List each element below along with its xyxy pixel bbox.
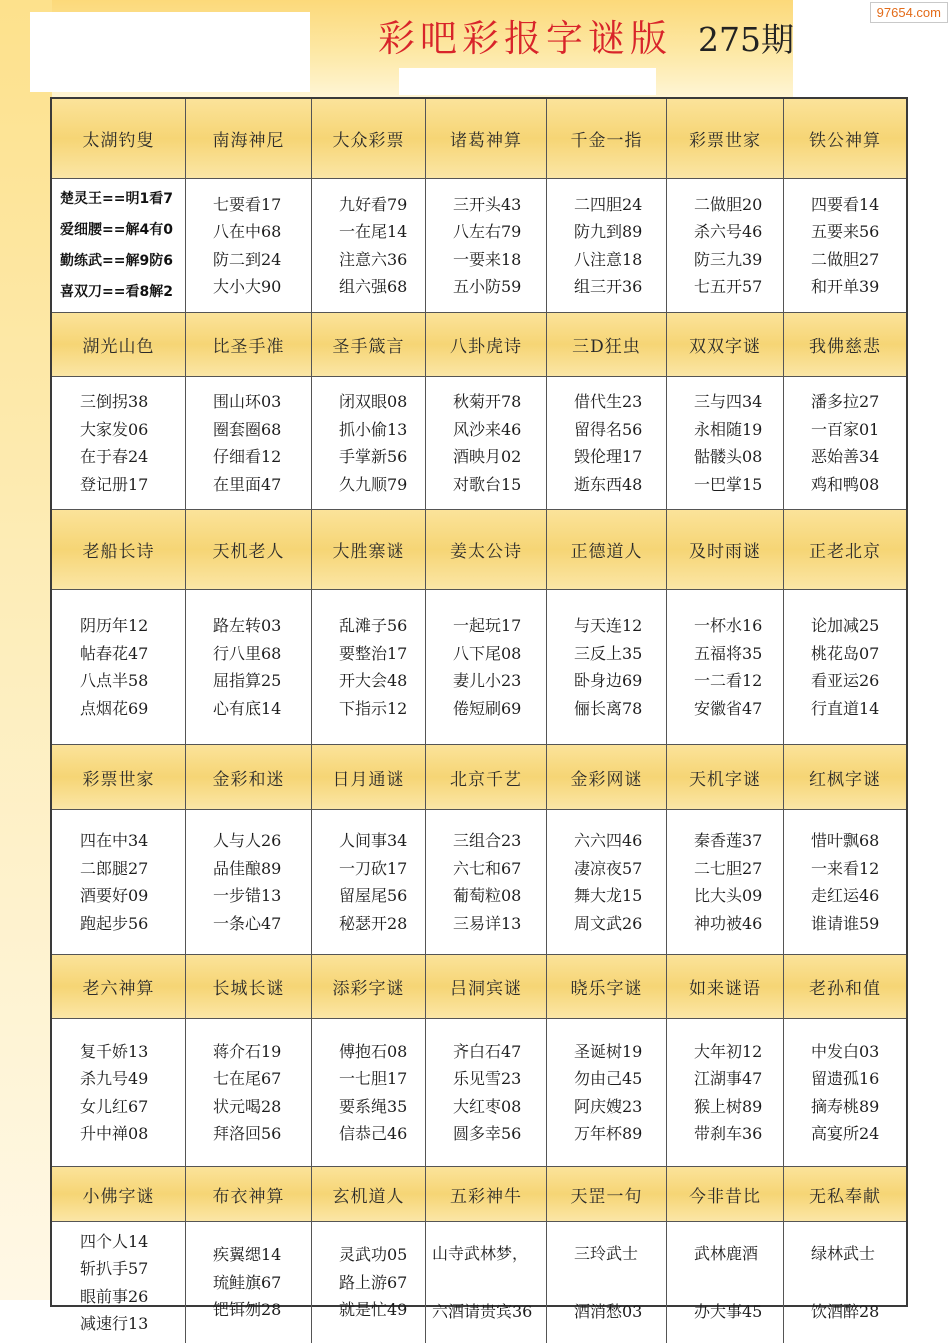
column-header: 湖光山色 (52, 313, 186, 377)
column-header: 正老北京 (784, 510, 906, 590)
riddle-line: 周文武26 (574, 913, 643, 933)
riddle-cell (186, 1222, 312, 1343)
riddle-line: 三玲武士 (574, 1244, 639, 1263)
column-header: 双双字谜 (667, 313, 784, 377)
riddle-cell (52, 1222, 186, 1343)
riddle-line: 八点半58 (80, 671, 149, 690)
riddle-cell (312, 377, 426, 510)
riddle-line: 圈套圈68 (213, 419, 282, 439)
riddle-line: 办大事45 (694, 1301, 763, 1321)
riddle-line: 惜叶飘68 (811, 831, 880, 850)
riddle-line: 杀六号46 (694, 222, 763, 241)
riddle-line: 要整治17 (339, 643, 408, 663)
riddle-line: 三开头43 (453, 194, 522, 214)
riddle-line: 对歌台15 (453, 474, 522, 494)
riddle-line: 留遗孤16 (811, 1069, 880, 1088)
column-header: 北京千艺 (426, 745, 547, 810)
riddle-line: 万年杯89 (574, 1124, 643, 1143)
riddle-line: 一二看12 (694, 671, 763, 690)
riddle-line: 大红枣08 (453, 1096, 522, 1116)
blank-white-box-left (30, 12, 310, 92)
riddle-line: 永相随19 (694, 419, 763, 439)
riddle-cell (784, 810, 906, 955)
riddle-cell (426, 1222, 547, 1343)
column-header: 天机字谜 (667, 745, 784, 810)
riddle-line: 在里面47 (213, 474, 282, 494)
column-header: 诸葛神算 (426, 99, 547, 179)
column-header: 正德道人 (547, 510, 667, 590)
column-header: 吕洞宾谜 (426, 955, 547, 1019)
column-header: 大众彩票 (312, 99, 426, 179)
riddle-line: 杀九号49 (80, 1069, 149, 1088)
column-header: 天罡一句 (547, 1167, 667, 1222)
column-header: 彩票世家 (667, 99, 784, 179)
column-header: 晓乐字谜 (547, 955, 667, 1019)
column-header: 今非昔比 (667, 1167, 784, 1222)
riddle-line: 乐见雪23 (453, 1069, 522, 1088)
riddle-line: 桃花岛07 (811, 643, 880, 663)
riddle-line: 三易详13 (453, 913, 522, 933)
riddle-line: 六酒请贵宾36 (432, 1301, 533, 1321)
riddle-line: 秋菊开78 (453, 392, 522, 411)
blank-white-box-mid (399, 68, 656, 95)
riddle-line: 酒消愁03 (574, 1301, 643, 1321)
site-watermark: 97654.com (870, 2, 948, 23)
riddle-line: 倦短刷69 (453, 698, 522, 718)
riddle-line: 久九顺79 (339, 474, 408, 494)
riddle-line: 乱滩子56 (339, 616, 408, 635)
riddle-line: 八左右79 (453, 222, 522, 241)
riddle-line: 毁伦理17 (574, 447, 643, 466)
riddle-line: 妻儿小23 (453, 671, 522, 690)
column-header: 老船长诗 (52, 510, 186, 590)
riddle-line: 在于春24 (80, 447, 149, 466)
riddle-line: 安徽省47 (694, 698, 763, 718)
column-header: 八卦虎诗 (426, 313, 547, 377)
riddle-line: 一步错13 (213, 886, 282, 905)
column-header: 三D狂虫 (547, 313, 667, 377)
riddle-line: 走红运46 (811, 886, 880, 905)
riddle-line: 手掌新56 (339, 447, 408, 466)
riddle-line: 中发白03 (811, 1041, 880, 1061)
riddle-line: 四个人14 (80, 1231, 149, 1251)
riddle-line: 三与四34 (694, 392, 763, 411)
riddle-line: 复千娇13 (80, 1041, 149, 1061)
riddle-cell (52, 179, 186, 313)
riddle-line: 阿庆嫂23 (574, 1096, 643, 1116)
column-header: 长城长谜 (186, 955, 312, 1019)
riddle-line: 绿林武士 (811, 1244, 876, 1263)
riddle-line: 一来看12 (811, 858, 880, 878)
column-header: 比圣手准 (186, 313, 312, 377)
riddle-line: 和开单39 (811, 277, 880, 296)
riddle-line: 摘寿桃89 (811, 1096, 880, 1116)
riddle-line: 一要来18 (453, 249, 522, 269)
riddle-line: 论加减25 (811, 616, 880, 635)
column-header: 南海神尼 (186, 99, 312, 179)
riddle-cell (667, 1222, 784, 1343)
riddle-line: 琉鲑旗67 (213, 1272, 282, 1292)
riddle-cell (547, 179, 667, 313)
column-header: 圣手箴言 (312, 313, 426, 377)
riddle-line: 大小大90 (213, 277, 282, 296)
riddle-line: 二做胆20 (694, 194, 763, 214)
riddle-cell (312, 1019, 426, 1167)
column-header: 小佛字谜 (52, 1167, 186, 1222)
riddle-cell (667, 179, 784, 313)
column-header: 布衣神算 (186, 1167, 312, 1222)
riddle-line: 组三开36 (574, 277, 643, 296)
riddle-line: 圣诞树19 (574, 1041, 643, 1061)
riddle-line: 五要来56 (811, 222, 880, 241)
riddle-cell (547, 1019, 667, 1167)
riddle-line: 酒映月02 (453, 447, 522, 466)
riddle-line: 信恭己46 (339, 1124, 408, 1143)
column-header: 红枫字谜 (784, 745, 906, 810)
left-border-gradient (0, 0, 52, 1300)
riddle-cell (667, 377, 784, 510)
column-header: 彩票世家 (52, 745, 186, 810)
riddle-line: 六六四46 (574, 831, 643, 850)
riddle-line: 一刀砍17 (339, 858, 408, 878)
riddle-line: 凄凉夜57 (574, 858, 643, 878)
riddle-line: 二七胆27 (694, 858, 763, 878)
riddle-line: 一巴掌15 (694, 474, 763, 494)
riddle-line: 行八里68 (213, 643, 282, 663)
riddle-line: 围山环03 (213, 392, 282, 411)
riddle-line: 八下尾08 (453, 643, 522, 663)
riddle-line: 酒要好09 (80, 886, 149, 905)
riddle-cell (312, 179, 426, 313)
riddle-line: 防九到89 (574, 222, 643, 241)
riddle-cell (784, 179, 906, 313)
riddle-line: 要系绳35 (339, 1096, 408, 1116)
issue-number: 275期 (698, 20, 794, 59)
riddle-cell (186, 377, 312, 510)
riddle-line: 圆多幸56 (453, 1124, 522, 1143)
riddle-line: 秘瑟开28 (339, 913, 408, 933)
column-header: 及时雨谜 (667, 510, 784, 590)
riddle-cell (426, 377, 547, 510)
riddle-line: 行直道14 (811, 698, 880, 718)
riddle-line: 秦香莲37 (694, 831, 763, 850)
riddle-line: 潘多拉27 (811, 392, 880, 411)
riddle-cell (186, 590, 312, 745)
riddle-line: 傅抱石08 (339, 1041, 408, 1061)
riddle-cell (52, 1019, 186, 1167)
riddle-line: 八在中68 (213, 222, 282, 241)
riddle-line: 闭双眼08 (339, 392, 408, 411)
riddle-line: 抓小偷13 (339, 419, 408, 439)
column-header: 老孙和值 (784, 955, 906, 1019)
riddle-cell (426, 179, 547, 313)
column-header: 金彩和迷 (186, 745, 312, 810)
riddle-line: 谁请谁59 (811, 913, 880, 933)
riddle-line: 屈指算25 (213, 671, 282, 690)
riddle-line: 二郎腿27 (80, 858, 149, 878)
riddle-line: 下指示12 (339, 698, 408, 718)
riddle-cell (667, 810, 784, 955)
riddle-line: 留屋尾56 (339, 886, 408, 905)
riddle-line: 蒋介石19 (213, 1041, 282, 1061)
riddle-table (50, 97, 908, 1333)
column-header: 大胜寨谜 (312, 510, 426, 590)
riddle-line: 江湖事47 (694, 1069, 763, 1088)
riddle-line: 跑起步56 (80, 913, 149, 933)
riddle-line: 骷髅头08 (694, 447, 763, 466)
riddle-line: 带刹车36 (694, 1124, 763, 1143)
riddle-line: 七在尾67 (213, 1069, 282, 1088)
column-header: 添彩字谜 (312, 955, 426, 1019)
column-header: 如来谜语 (667, 955, 784, 1019)
riddle-line: 一百家01 (811, 419, 880, 439)
riddle-line: 点烟花69 (80, 698, 149, 718)
riddle-line: 高宴所24 (811, 1124, 880, 1143)
riddle-cell (547, 377, 667, 510)
riddle-cell (186, 179, 312, 313)
riddle-line: 武林鹿酒 (694, 1244, 759, 1263)
riddle-line: 一杯水16 (694, 616, 763, 635)
riddle-line: 一七胆17 (339, 1069, 408, 1088)
riddle-cell (312, 1222, 426, 1343)
riddle-cell (312, 590, 426, 745)
riddle-line: 风沙来46 (453, 419, 522, 439)
riddle-line: 楚灵王==明1看7 (60, 190, 173, 207)
riddle-line: 心有底14 (213, 698, 282, 718)
riddle-line: 灵武功05 (339, 1245, 408, 1265)
riddle-line: 斩扒手57 (80, 1259, 149, 1278)
riddle-line: 防三九39 (694, 249, 763, 269)
riddle-line: 与天连12 (574, 616, 643, 635)
riddle-cell (52, 377, 186, 510)
riddle-line: 饮酒醉28 (811, 1301, 880, 1321)
riddle-line: 女儿红67 (80, 1096, 149, 1116)
riddle-line: 帖春花47 (80, 643, 149, 663)
riddle-line: 七五开57 (694, 277, 763, 296)
riddle-cell (52, 590, 186, 745)
riddle-line: 三反上35 (574, 643, 643, 663)
riddle-cell (547, 1222, 667, 1343)
riddle-cell (426, 810, 547, 955)
riddle-cell (784, 377, 906, 510)
riddle-line: 三组合23 (453, 831, 522, 850)
riddle-line: 七要看17 (213, 194, 282, 214)
riddle-line: 四要看14 (811, 194, 880, 214)
riddle-line: 减速行13 (80, 1314, 149, 1333)
riddle-line: 大年初12 (694, 1041, 763, 1061)
column-header: 我佛慈悲 (784, 313, 906, 377)
riddle-line: 一条心47 (213, 913, 282, 933)
riddle-line: 人与人26 (213, 831, 282, 850)
riddle-cell (186, 810, 312, 955)
riddle-line: 看亚运26 (811, 671, 880, 690)
riddle-line: 恶始善34 (811, 447, 880, 466)
riddle-line: 大家发06 (80, 419, 149, 439)
riddle-line: 九好看79 (339, 194, 408, 214)
riddle-line: 仔细看12 (213, 447, 282, 466)
column-header: 天机老人 (186, 510, 312, 590)
riddle-line: 组六强68 (339, 277, 408, 296)
riddle-line: 二做胆27 (811, 249, 880, 269)
riddle-line: 俪长离78 (574, 698, 643, 718)
riddle-cell (784, 590, 906, 745)
riddle-cell (186, 1019, 312, 1167)
column-header: 千金一指 (547, 99, 667, 179)
riddle-line: 舞大龙15 (574, 886, 643, 905)
riddle-line: 逝东西48 (574, 474, 643, 494)
riddle-line: 一在尾14 (339, 222, 408, 241)
riddle-line: 八注意18 (574, 249, 643, 269)
riddle-line: 勤练武==解9防6 (60, 252, 173, 269)
riddle-line: 葡萄粒08 (453, 886, 522, 905)
riddle-line: 借代生23 (574, 392, 643, 411)
riddle-cell (52, 810, 186, 955)
riddle-line: 鸡和鸭08 (811, 474, 880, 494)
riddle-cell (784, 1222, 906, 1343)
riddle-line: 防二到24 (213, 249, 282, 269)
riddle-line: 留得名56 (574, 419, 643, 439)
riddle-line: 六七和67 (453, 858, 522, 878)
column-header: 太湖钓叟 (52, 99, 186, 179)
column-header: 五彩神牛 (426, 1167, 547, 1222)
column-header: 老六神算 (52, 955, 186, 1019)
riddle-line: 五小防59 (453, 277, 522, 296)
column-header: 日月通谜 (312, 745, 426, 810)
riddle-line: 疾翼缌14 (213, 1245, 282, 1265)
riddle-cell (667, 590, 784, 745)
riddle-line: 勿由己45 (574, 1069, 643, 1088)
riddle-line: 升中禅08 (80, 1124, 149, 1143)
riddle-cell (547, 590, 667, 745)
riddle-line: 路左转03 (213, 616, 282, 635)
riddle-line: 人间事34 (339, 831, 408, 850)
riddle-cell (784, 1019, 906, 1167)
riddle-cell (667, 1019, 784, 1167)
column-header: 铁公神算 (784, 99, 906, 179)
riddle-cell (312, 810, 426, 955)
riddle-line: 就是忙49 (339, 1300, 408, 1320)
column-header: 姜太公诗 (426, 510, 547, 590)
riddle-line: 品佳酿89 (213, 858, 282, 878)
page-title: 彩吧彩报字谜版 (378, 17, 672, 60)
riddle-line: 二四胆24 (574, 194, 643, 214)
riddle-line: 阴历年12 (80, 616, 149, 635)
column-header: 无私奉献 (784, 1167, 906, 1222)
riddle-cell (426, 590, 547, 745)
riddle-line: 卧身边69 (574, 671, 643, 690)
riddle-cell (426, 1019, 547, 1167)
riddle-line: 眼前事26 (80, 1286, 149, 1306)
column-header: 玄机道人 (312, 1167, 426, 1222)
riddle-line: 喜双刀==看8解2 (60, 283, 173, 300)
column-header: 金彩网谜 (547, 745, 667, 810)
riddle-line: 三倒拐38 (80, 392, 149, 411)
riddle-cell (547, 810, 667, 955)
riddle-line: 山寺武林梦， (432, 1244, 529, 1263)
riddle-line: 钯铒刎28 (213, 1300, 282, 1320)
riddle-line: 比大头09 (694, 886, 763, 905)
riddle-line: 齐白石47 (453, 1041, 522, 1061)
riddle-line: 神功被46 (694, 913, 763, 933)
riddle-line: 路上游67 (339, 1272, 408, 1292)
riddle-line: 开大会48 (339, 671, 408, 690)
riddle-line: 一起玩17 (453, 616, 522, 635)
riddle-line: 四在中34 (80, 831, 149, 850)
riddle-line: 注意六36 (339, 249, 408, 269)
riddle-line: 拜洛回56 (213, 1124, 282, 1143)
riddle-line: 登记册17 (80, 474, 149, 494)
riddle-line: 猴上树89 (694, 1096, 763, 1116)
riddle-line: 状元喝28 (213, 1096, 282, 1116)
riddle-line: 五福将35 (694, 643, 763, 663)
riddle-line: 爱细腰==解4有0 (60, 221, 173, 238)
